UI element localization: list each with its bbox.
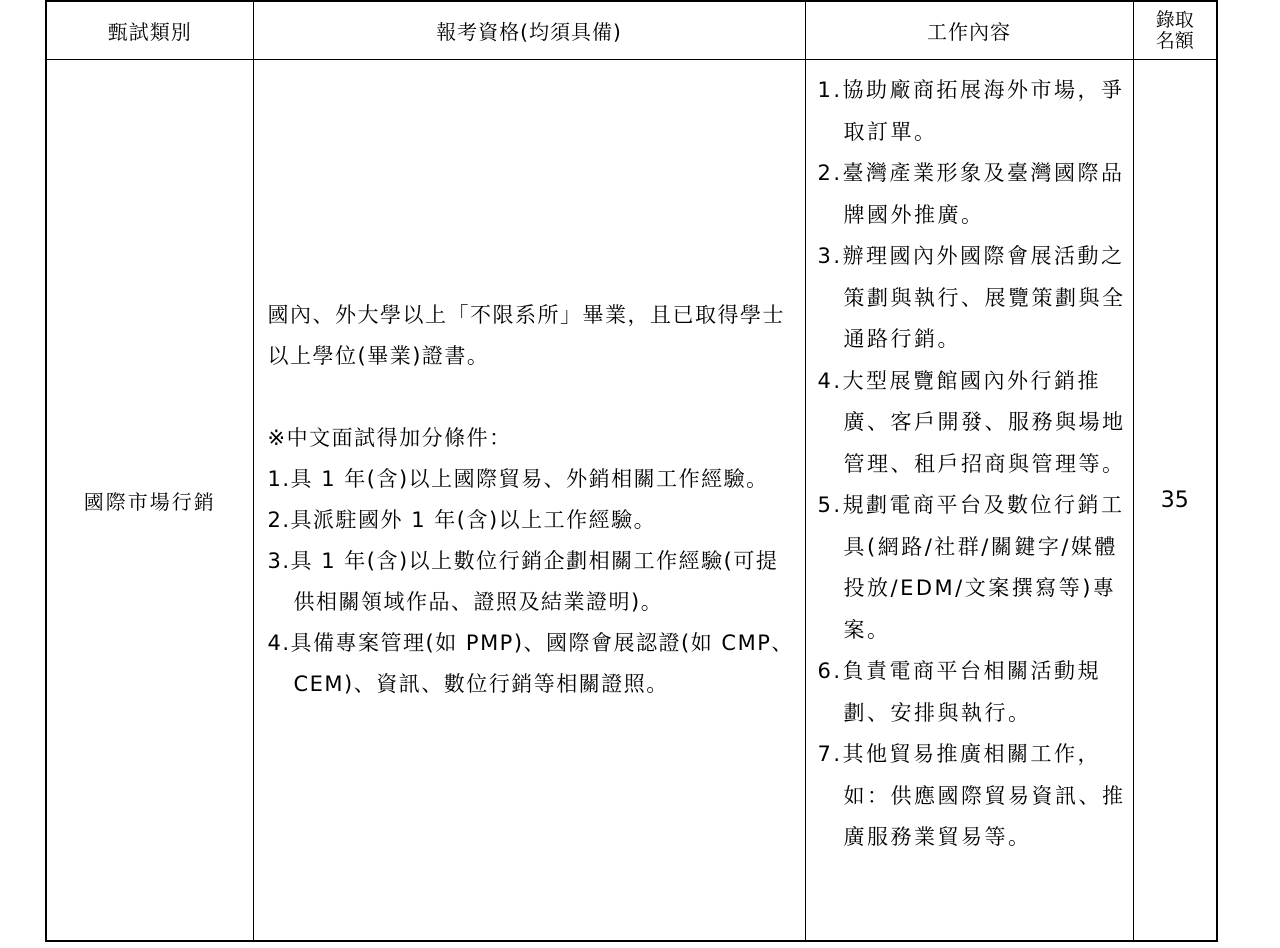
duty-item: 1.協助廠商拓展海外市場，爭取訂單。 [817, 78, 1125, 144]
header-duties: 工作內容 [805, 1, 1133, 60]
qualification-cell [253, 60, 805, 942]
bonus-item: 3.具 1 年(含)以上數位行銷企劃相關工作經驗(可提供相關領域作品、證照及結業證明)。 [267, 549, 779, 614]
bonus-item: 4.具備專案管理(如 PMP)、國際會展認證(如 CMP、CEM)、資訊、數位行銷等相關證照。 [267, 631, 794, 696]
recruitment-table [45, 0, 1218, 942]
bonus-item: 1.具 1 年(含)以上國際貿易、外銷相關工作經驗。 [267, 467, 769, 491]
duty-item: 4.大型展覽館國內外行銷推廣、客戶開發、服務與場地管理、租戶招商與管理等。 [817, 368, 1126, 476]
header-quota-line1: 錄取 [1155, 8, 1194, 31]
table-row [46, 60, 1217, 942]
duty-item: 2.臺灣產業形象及臺灣國際品牌國外推廣。 [817, 161, 1125, 227]
duty-item: 3.辦理國內外國際會展活動之策劃與執行、展覽策劃與全通路行銷。 [817, 244, 1126, 351]
header-quota [1133, 1, 1217, 60]
header-category: 甄試類別 [46, 1, 253, 60]
duties-cell [805, 60, 1133, 942]
category-cell: 國際市場行銷 [46, 60, 253, 942]
duty-item: 7.其他貿易推廣相關工作，如：供應國際貿易資訊、推廣服務業貿易等。 [817, 742, 1126, 849]
header-quota-line2: 名額 [1155, 29, 1194, 52]
qualification-main: 國內、外大學以上「不限系所」畢業，且已取得學士以上學位(畢業)證書。 [267, 303, 785, 368]
duty-item: 6.負責電商平台相關活動規劃、安排與執行。 [817, 659, 1102, 725]
header-qualification: 報考資格(均須具備) [253, 1, 805, 60]
header-row [46, 1, 1217, 60]
duty-item: 5.規劃電商平台及數位行銷工具(網路/社群/關鍵字/媒體投放/EDM/文案撰寫等)專案。 [817, 493, 1125, 642]
bonus-title: ※中文面試得加分條件： [267, 426, 512, 450]
bonus-item: 2.具派駐國外 1 年(含)以上工作經驗。 [267, 508, 657, 532]
quota-cell: 35 [1133, 60, 1217, 942]
